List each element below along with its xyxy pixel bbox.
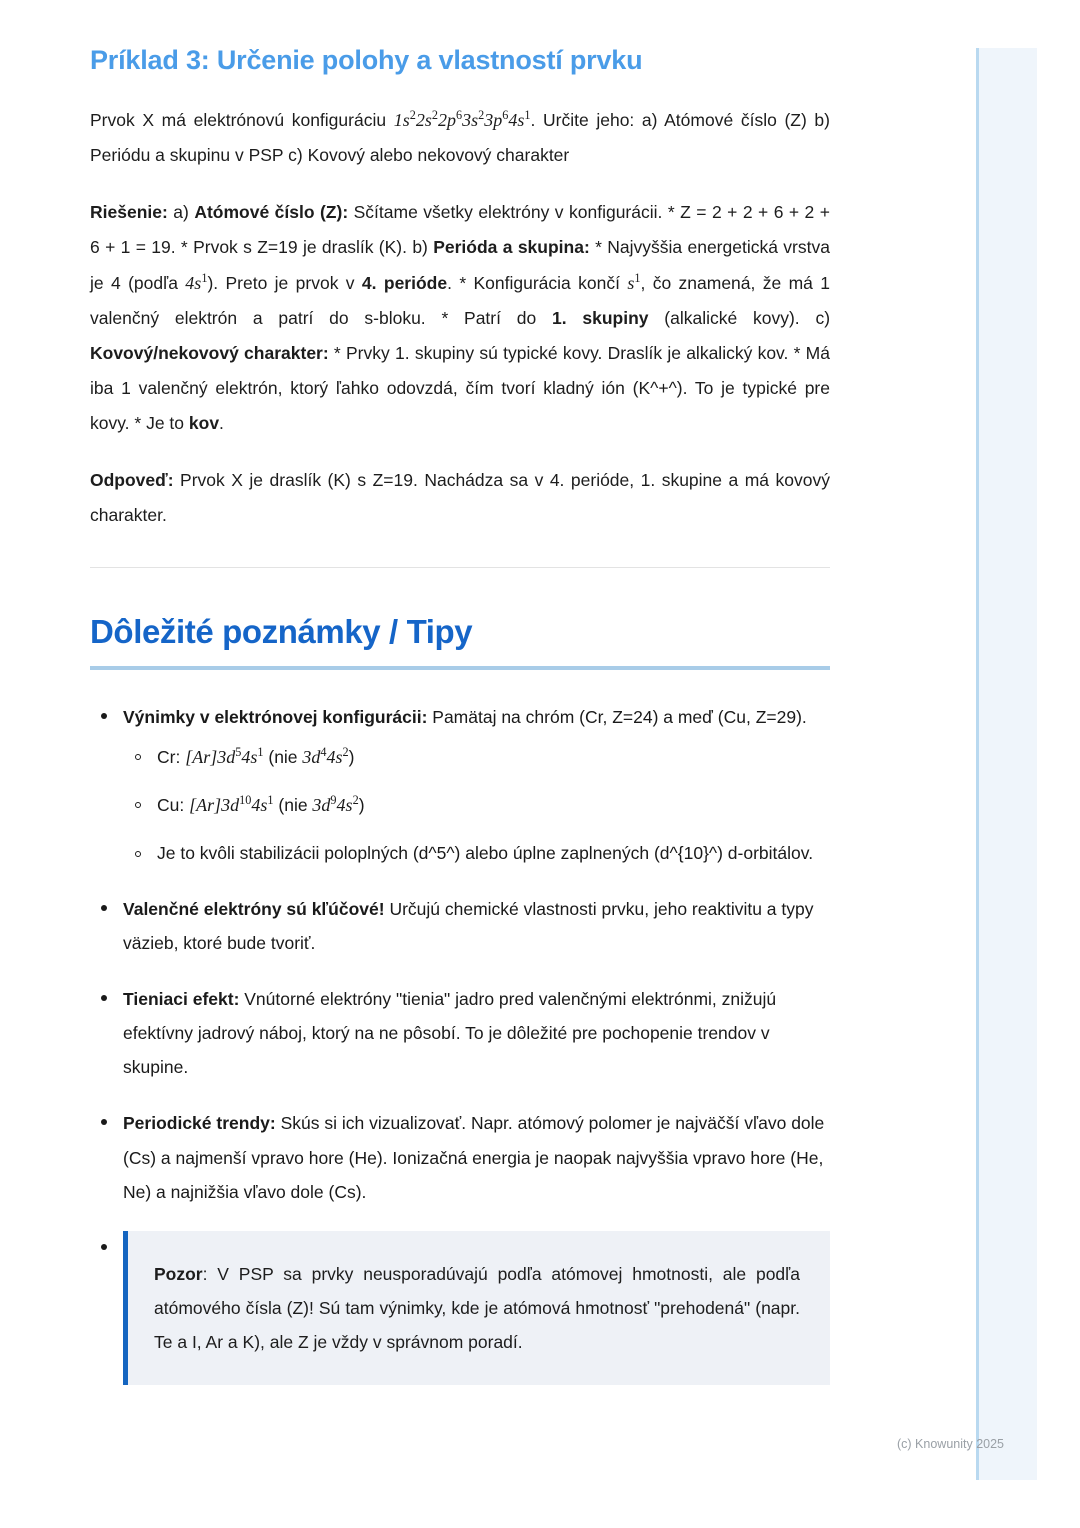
part-b-text-1: * Najvyššia energetická vrstva je 4 (podľa <box>90 237 830 294</box>
section-divider <box>90 567 830 568</box>
tip-2-bold: Tieniaci efekt: <box>123 989 240 1010</box>
sub-2-text: Je to kvôli stabilizácii poloplných (d^5^) alebo úplne zaplnených (d^{10}^) d-orbitálov. <box>157 842 814 863</box>
part-c-bold: kov <box>188 413 220 434</box>
math-cu-config: $[Ar]3d^{10}4s^1$ <box>189 793 274 816</box>
tip-3-bold: Periodické trendy: <box>123 1113 276 1134</box>
list-item <box>90 1106 830 1208</box>
part-a-marker: a) <box>173 202 189 223</box>
math-cr-config: $[Ar]3d^54s^1$ <box>185 745 264 768</box>
list-item <box>90 892 830 960</box>
sub-1-prefix: Cu: <box>157 795 190 816</box>
part-b-title: Perióda a skupina: <box>433 237 590 258</box>
bullet-icon <box>101 995 107 1001</box>
list-item <box>90 982 830 1084</box>
list-item <box>123 837 830 870</box>
notes-section-title: Dôležité poznámky / Tipy <box>90 613 473 651</box>
tip-0-bold: Výnimky v elektrónovej konfigurácii: <box>123 706 428 727</box>
part-a-text: Sčítame všetky elektróny v konfigurácii. * Z = 2 + 2 + 6 + 2 + 6 + 1 = 19. * Prvok s Z=19 je draslík (K). <box>90 202 830 258</box>
callout-bold: Pozor <box>154 1263 203 1284</box>
part-b-bold-1: 4. perióde <box>361 273 448 294</box>
sub-0-mid: (nie <box>263 747 303 768</box>
notes-title-underline <box>90 666 830 670</box>
part-b-bold-2: 1. skupiny <box>552 308 649 329</box>
answer-paragraph <box>90 463 830 533</box>
tip-3-text: Skús si ich vizualizovať. Napr. atómový polomer je najväčší vľavo dole (Cs) a najmenší vpravo hore (He). Ionizačná energia je naopak najvyššia vpravo hore (He, Ne) a najnižšia vľavo dole (Cs). <box>123 1113 825 1202</box>
sub-bullet-icon <box>135 851 141 857</box>
sub-0-prefix: Cr: <box>157 747 186 768</box>
part-c-text-1: * Prvky 1. skupiny sú typické kovy. Draslík je alkalický kov. * Má iba 1 valenčný elektrón, ktorý ľahko odovzdá, čím tvorí kladný ión (K^+^). To je typické pre kovy. * Je to <box>90 343 830 434</box>
sub-1-mid: (nie <box>273 795 313 816</box>
math-4s1: $4s^1$ <box>185 271 208 294</box>
list-item <box>90 1231 830 1385</box>
part-c-text-2: . <box>219 413 224 434</box>
copyright-watermark: (c) Knowunity 2025 <box>897 1437 1005 1451</box>
bullet-icon <box>101 1244 107 1250</box>
problem-tail: . Určite jeho: a) Atómové číslo (Z) b) Periódu a skupinu v PSP c) Kovový alebo nekovový charakter <box>90 110 830 166</box>
math-cr-alt: $3d^44s^2$ <box>302 745 349 768</box>
tip-0-text: Pamätaj na chróm (Cr, Z=24) a meď (Cu, Z=29). <box>427 706 807 727</box>
tip-1-bold: Valenčné elektróny sú kľúčové! <box>123 898 385 919</box>
math-cu-alt: $3d^94s^2$ <box>312 793 359 816</box>
part-b-text-4: , čo znamená, že má 1 valenčný elektrón a patrí do s-bloku. * Patrí do <box>90 273 830 329</box>
tip-2-text: Vnútorné elektróny "tienia" jadro pred valenčnými elektrónmi, znižujú efektívny jadrový náboj, ktorý na ne pôsobí. To je dôležité pre pochopenie trendov v skupine. <box>123 989 777 1078</box>
list-item <box>90 700 830 870</box>
part-c-marker: c) <box>815 308 831 329</box>
part-a-title: Atómové číslo (Z): <box>194 202 349 223</box>
part-b-text-5: (alkalické kovy). <box>648 308 816 329</box>
bullet-icon <box>101 905 107 911</box>
answer-label: Odpoveď: <box>90 470 174 491</box>
tip-1-text: Určujú chemické vlastnosti prvku, jeho reaktivitu a typy väzieb, ktoré bude tvoriť. <box>123 898 814 953</box>
callout-paragraph <box>154 1257 800 1359</box>
sub-0-suffix: ) <box>348 747 355 768</box>
bullet-icon <box>101 713 107 719</box>
bullet-icon <box>101 1119 107 1125</box>
solution-paragraph <box>90 195 830 441</box>
page-title: Príklad 3: Určenie polohy a vlastností prvku <box>90 45 643 75</box>
part-b-marker: b) <box>412 237 428 258</box>
content-column <box>90 44 830 1385</box>
problem-statement <box>90 102 830 173</box>
part-b-text-3: . * Konfigurácia končí <box>447 273 628 294</box>
part-b-text-2: ). Preto je prvok v <box>207 273 362 294</box>
list-item <box>123 740 830 774</box>
electron-configuration-math: $1s^22s^22p^63s^23p^64s^1$ <box>393 108 531 131</box>
math-s1: $s^1$ <box>627 271 641 294</box>
solution-label: Riešenie: <box>90 202 168 223</box>
problem-lead: Prvok X má elektrónovú konfiguráciu <box>90 110 394 131</box>
sub-bullet-icon <box>135 802 141 808</box>
tips-list <box>90 700 830 1385</box>
pozor-callout <box>123 1231 830 1385</box>
sub-1-suffix: ) <box>358 795 365 816</box>
list-item <box>123 788 830 822</box>
sub-bullet-icon <box>135 754 141 760</box>
tip-0-subtips <box>123 740 830 870</box>
part-c-title: Kovový/nekovový charakter: <box>90 343 329 364</box>
answer-text: Prvok X je draslík (K) s Z=19. Nachádza sa v 4. perióde, 1. skupine a má kovový charakter. <box>90 470 830 526</box>
callout-text: : V PSP sa prvky neusporadúvajú podľa atómovej hmotnosti, ale podľa atómového čísla (Z)! Sú tam výnimky, kde je atómová hmotnosť "prehodená" (napr. Te a I, Ar a K), ale Z je vždy v správnom poradí. <box>154 1263 800 1353</box>
